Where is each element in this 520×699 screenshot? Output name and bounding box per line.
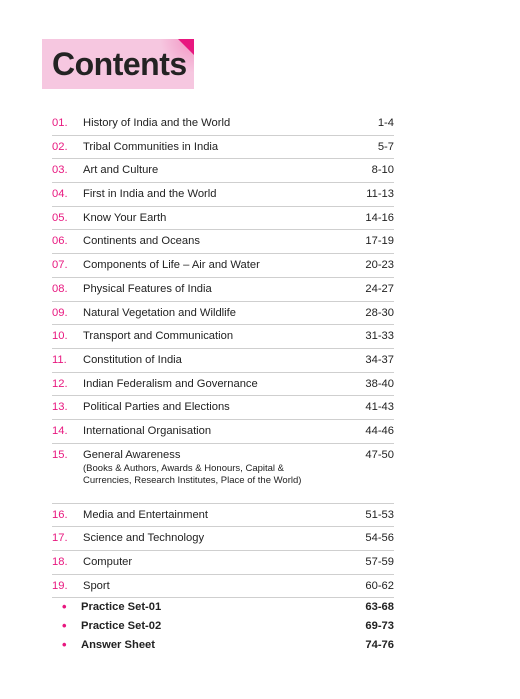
chapter-number: 19.: [52, 579, 68, 592]
toc-row-08: [52, 278, 394, 302]
chapter-number: 15.: [52, 448, 68, 461]
chapter-title: Computer: [83, 556, 133, 568]
chapter-number: 12.: [52, 377, 68, 390]
extra-row-practice-set-01: [62, 597, 394, 616]
toc-row-03: [52, 159, 394, 183]
chapter-number: 16.: [52, 508, 68, 521]
chapter-pages: 57-59: [365, 556, 394, 568]
chapter-number: 01.: [52, 117, 68, 129]
chapter-number: 18.: [52, 556, 68, 568]
toc-row-19: [52, 575, 394, 599]
chapter-title: Know Your Earth: [83, 211, 167, 224]
extra-title: Practice Set-01: [81, 600, 162, 613]
chapter-pages: 51-53: [365, 508, 394, 521]
toc-row-02: [52, 136, 394, 160]
extra-row-practice-set-02: [62, 616, 394, 635]
toc-row-09: [52, 302, 394, 326]
chapter-pages: 1-4: [377, 117, 394, 129]
chapter-number: 17.: [52, 532, 68, 545]
bullet-icon: •: [62, 637, 67, 652]
chapter-pages: 11-13: [366, 188, 394, 201]
chapter-pages: 24-27: [365, 282, 394, 295]
chapter-title: First in India and the World: [83, 188, 217, 201]
toc-row-14: [52, 420, 394, 444]
toc-row-11: [52, 349, 394, 373]
chapter-number: 11.: [52, 353, 67, 366]
chapter-title: History of India and the World: [83, 117, 231, 129]
chapter-title: Tribal Communities in India: [83, 140, 219, 153]
chapter-title: Art and Culture: [83, 164, 159, 177]
chapter-number: 10.: [52, 330, 68, 343]
chapter-number: 05.: [52, 211, 68, 224]
extra-pages: 69-73: [365, 619, 394, 632]
toc-row-16: [52, 504, 394, 528]
toc-row-06: [52, 230, 394, 254]
toc-row-04: [52, 183, 394, 207]
chapter-title: Transport and Communication: [83, 330, 234, 343]
chapter-title: Physical Features of India: [83, 282, 212, 295]
chapter-title: Political Parties and Elections: [83, 401, 230, 414]
toc-row-01: [52, 112, 394, 136]
chapter-pages: 14-16: [365, 211, 394, 224]
toc-row-07: [52, 254, 394, 278]
bullet-icon: •: [62, 618, 67, 633]
chapter-pages: 28-30: [365, 306, 394, 319]
contents-list: [52, 112, 394, 598]
chapter-title-block: [83, 449, 330, 488]
chapter-title: Science and Technology: [83, 532, 205, 545]
chapter-pages: 38-40: [365, 377, 394, 390]
toc-row-18: [52, 551, 394, 575]
chapter-number: 14.: [52, 424, 68, 437]
chapter-title: International Organisation: [83, 424, 212, 437]
chapter-pages: 44-46: [365, 424, 394, 437]
chapter-title: Sport: [83, 579, 110, 592]
chapter-number: 03.: [52, 164, 68, 177]
chapter-number: 08.: [52, 282, 68, 295]
toc-row-12: [52, 373, 394, 397]
extra-title: Answer Sheet: [81, 638, 155, 651]
chapter-subtitle-line-1: (Books & Authors, Awards & Honours, Capital &: [83, 462, 285, 474]
chapter-title: Constitution of India: [83, 353, 182, 366]
chapter-number: 02.: [52, 140, 68, 153]
chapter-title: Components of Life – Air and Water: [83, 259, 260, 272]
toc-row-05: [52, 207, 394, 231]
extra-pages: 74-76: [365, 638, 394, 651]
chapter-number: 06.: [52, 235, 68, 248]
toc-row-17: [52, 527, 394, 551]
extra-title: Practice Set-02: [81, 619, 162, 632]
chapter-title: Indian Federalism and Governance: [83, 377, 258, 390]
chapter-pages: 60-62: [365, 579, 394, 592]
extra-pages: 63-68: [365, 600, 394, 613]
chapter-title: Natural Vegetation and Wildlife: [83, 306, 236, 319]
chapter-pages: 8-10: [371, 164, 394, 177]
chapter-number: 13.: [52, 401, 68, 414]
chapter-pages: 47-50: [365, 448, 394, 461]
toc-row-10: [52, 325, 394, 349]
chapter-number: 04.: [52, 188, 68, 201]
chapter-pages: 5-7: [377, 140, 394, 153]
extras-list: [62, 597, 394, 654]
chapter-pages: 17-19: [365, 235, 394, 248]
chapter-title: Media and Entertainment: [83, 508, 209, 521]
chapter-pages: 34-37: [365, 353, 394, 366]
chapter-pages: 31-33: [365, 330, 394, 343]
toc-row-15: [52, 444, 394, 504]
chapter-title: Continents and Oceans: [83, 235, 200, 248]
chapter-number: 09.: [52, 306, 68, 319]
chapter-pages: 41-43: [365, 401, 394, 414]
extra-row-answer-sheet: [62, 635, 394, 654]
chapter-pages: 54-56: [365, 532, 394, 545]
bullet-icon: •: [62, 599, 67, 614]
page-title: Contents: [52, 46, 187, 82]
chapter-subtitle-line-2: Currencies, Research Institutes, Place of the World): [83, 475, 302, 487]
chapter-number: 07.: [52, 259, 68, 272]
chapter-title: General Awareness: [83, 448, 181, 461]
chapter-pages: 20-23: [365, 259, 394, 272]
toc-row-13: [52, 396, 394, 420]
